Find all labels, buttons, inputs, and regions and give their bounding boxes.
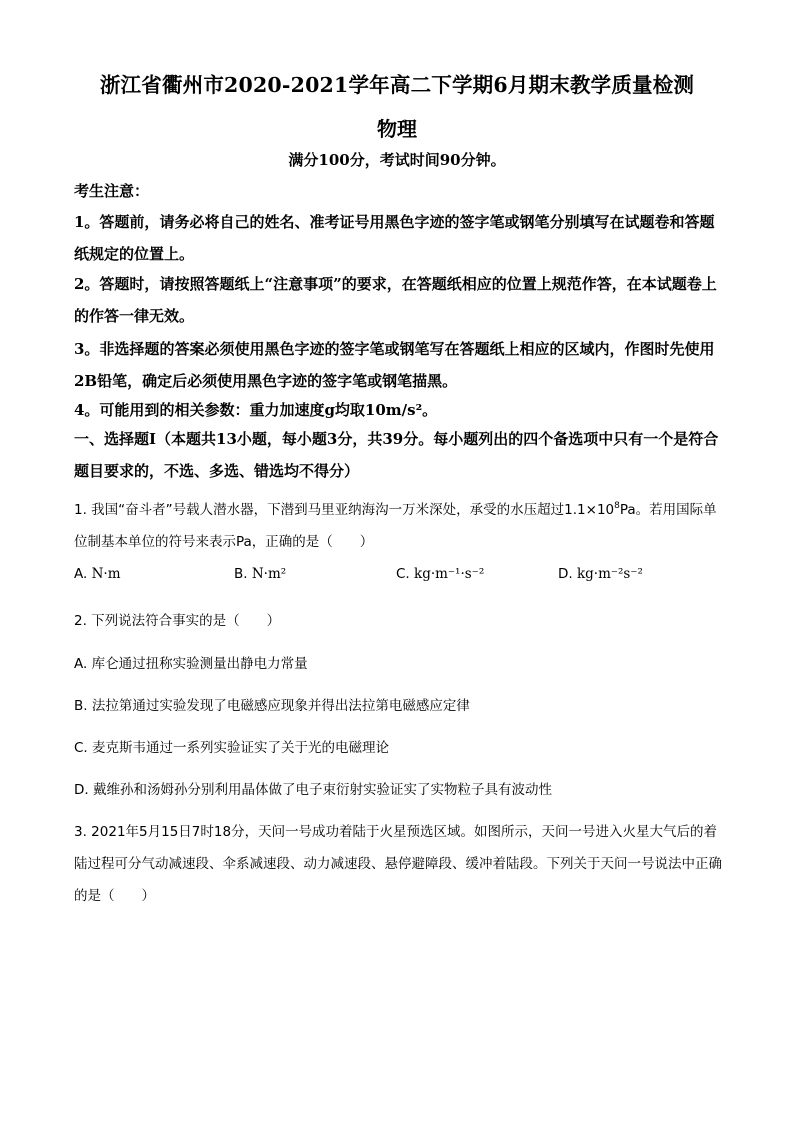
question-2-choice-a: A. 库仑通过扭称实验测量出静电力常量 xyxy=(74,656,308,672)
option-c-text: kg·m⁻¹·s⁻² xyxy=(414,566,485,582)
exam-title: 浙江省衢州市2020-2021学年高二下学期6月期末教学质量检测 xyxy=(99,73,695,97)
question-2-choice-b: B. 法拉第通过实验发现了电磁感应现象并得出法拉第电磁感应定律 xyxy=(74,698,470,714)
question-1-stem-part2: Pa。若用国际单位制基本单位的符号来表示Pa，正确的是（ ） xyxy=(74,502,717,550)
question-2-choice-c: C. 麦克斯韦通过一系列实验证实了关于光的电磁理论 xyxy=(74,740,390,756)
option-d-letter: D. xyxy=(558,566,577,582)
option-b-letter: B. xyxy=(234,566,252,582)
question-3-stem: 3. 2021年5月15日7时18分，天问一号成功着陆于火星预选区域。如图所示，天问一号进入火星大气后的着陆过程可分气动减速段、伞系减速段、动力减速段、悬停避障段、缓冲着陆段。下列关于天问一号说法中正确的是（ ） xyxy=(74,824,722,904)
question-1-stem xyxy=(74,494,724,558)
question-1-stem-part1: 1. 我国“奋斗者”号载人潜水器，下潜到马里亚纳海沟一万米深处，承受的水压超过1.1×10 xyxy=(74,502,615,518)
question-1-option-a xyxy=(74,566,121,582)
score-info: 满分100分，考试时间90分钟。 xyxy=(288,151,506,169)
option-d-text: kg·m⁻²s⁻² xyxy=(576,566,643,582)
section-1-heading: 一、选择题Ⅰ（本题共13小题，每小题3分，共39分。每小题列出的四个备选项中只有一个是符合题目要求的，不选、多选、错选均不得分） xyxy=(74,430,719,480)
notice-item-2: 2。答题时，请按照答题纸上“注意事项”的要求，在答题纸相应的位置上规范作答，在本试题卷上的作答一律无效。 xyxy=(74,275,717,325)
option-b-text: N·m² xyxy=(251,566,287,582)
notice-item-4: 4。可能用到的相关参数：重力加速度g均取10m/s²。 xyxy=(74,401,438,419)
option-a-text: N·m xyxy=(91,566,121,582)
question-1-option-b xyxy=(234,566,286,582)
question-2-choice-d: D. 戴维孙和汤姆孙分别利用晶体做了电子束衍射实验证实了实物粒子具有波动性 xyxy=(74,782,552,798)
option-c-letter: C. xyxy=(396,566,415,582)
notice-item-1: 1。答题前，请务必将自己的姓名、准考证号用黑色字迹的签字笔或钢笔分别填写在试题卷和答题纸规定的位置上。 xyxy=(74,213,715,263)
notice-heading: 考生注意： xyxy=(74,182,150,200)
subject-title: 物理 xyxy=(377,117,417,141)
question-1-options xyxy=(74,566,724,594)
question-1-option-c xyxy=(396,566,484,582)
option-a-letter: A. xyxy=(74,566,92,582)
question-1-exponent: 8 xyxy=(614,501,620,511)
notice-item-3: 3。非选择题的答案必须使用黑色字迹的签字笔或钢笔写在答题纸上相应的区域内，作图时先使用2B铅笔，确定后必须使用黑色字迹的签字笔或钢笔描黑。 xyxy=(74,340,715,390)
question-2-stem: 2. 下列说法符合事实的是（ ） xyxy=(74,613,281,629)
question-1-option-d xyxy=(558,566,643,582)
